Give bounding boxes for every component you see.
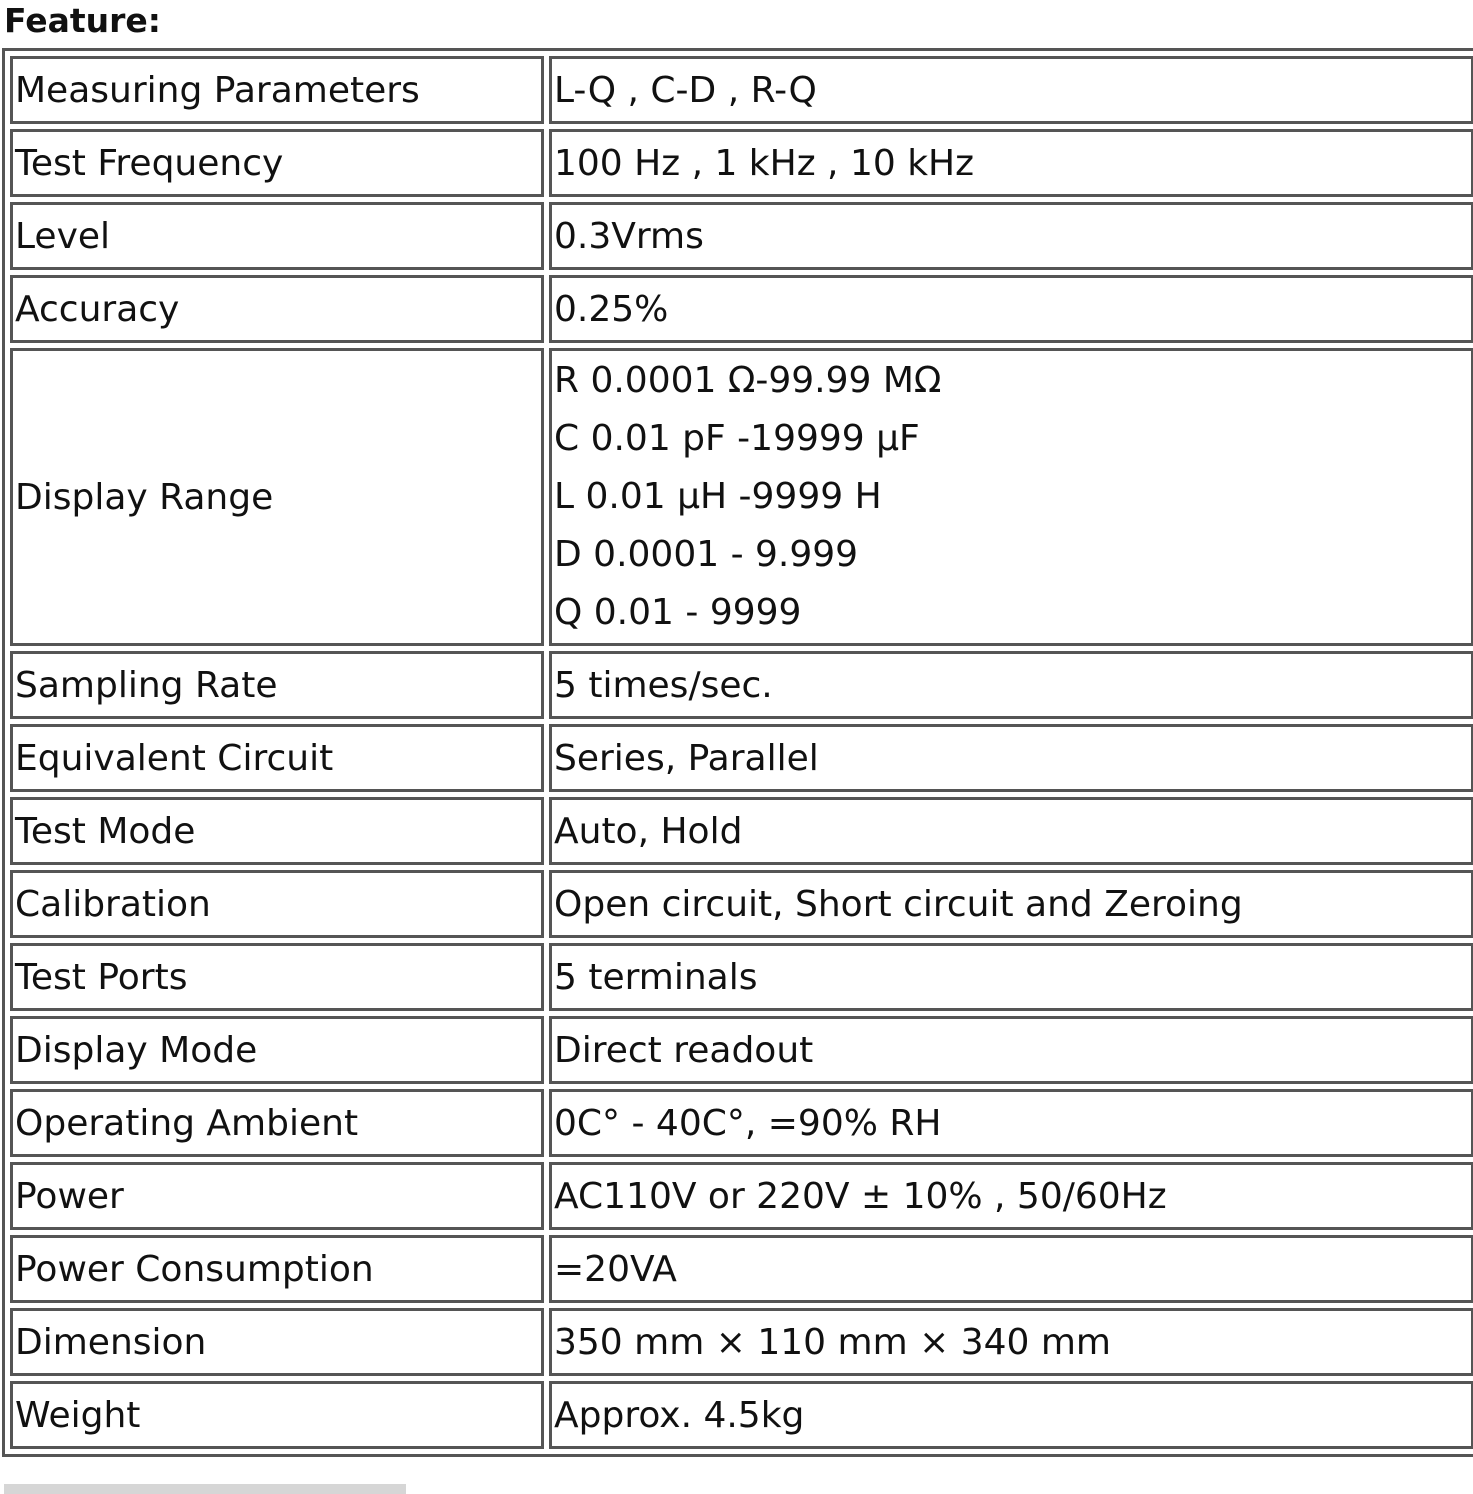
feature-table xyxy=(2,48,1473,1457)
table-row xyxy=(10,1381,1473,1449)
row-label: Sampling Rate xyxy=(10,651,544,719)
table-row xyxy=(10,1016,1473,1084)
row-value: Open circuit, Short circuit and Zeroing xyxy=(549,870,1473,938)
row-value: Auto, Hold xyxy=(549,797,1473,865)
table-row xyxy=(10,129,1473,197)
table-row xyxy=(10,275,1473,343)
table-row xyxy=(10,651,1473,719)
row-value: 0C° - 40C°, =90% RH xyxy=(549,1089,1473,1157)
table-row xyxy=(10,1235,1473,1303)
table-row xyxy=(10,943,1473,1011)
display-range-line: C 0.01 pF -19999 μF xyxy=(554,418,920,459)
row-label: Measuring Parameters xyxy=(10,56,544,124)
section-heading: Feature: xyxy=(4,1,161,40)
row-label: Power Consumption xyxy=(10,1235,544,1303)
row-label: Test Ports xyxy=(10,943,544,1011)
table-row xyxy=(10,1308,1473,1376)
display-range-line: L 0.01 μH -9999 H xyxy=(554,476,882,517)
row-value: 100 Hz , 1 kHz , 10 kHz xyxy=(549,129,1473,197)
row-label: Equivalent Circuit xyxy=(10,724,544,792)
row-value: Approx. 4.5kg xyxy=(549,1381,1473,1449)
row-label: Accuracy xyxy=(10,275,544,343)
row-value: 0.3Vrms xyxy=(549,202,1473,270)
row-label: Level xyxy=(10,202,544,270)
table-row xyxy=(10,1162,1473,1230)
table-row xyxy=(10,56,1473,124)
table-row xyxy=(10,870,1473,938)
row-label: Display Mode xyxy=(10,1016,544,1084)
row-label: Dimension xyxy=(10,1308,544,1376)
table-row xyxy=(10,724,1473,792)
row-label: Display Range xyxy=(10,348,544,646)
row-label: Test Frequency xyxy=(10,129,544,197)
row-value: Direct readout xyxy=(549,1016,1473,1084)
display-range-line: Q 0.01 - 9999 xyxy=(554,592,802,633)
row-value: 5 terminals xyxy=(549,943,1473,1011)
row-label: Test Mode xyxy=(10,797,544,865)
display-range-line: R 0.0001 Ω-99.99 MΩ xyxy=(554,360,942,401)
table-row xyxy=(10,202,1473,270)
row-value-list xyxy=(549,348,1473,646)
row-value: 5 times/sec. xyxy=(549,651,1473,719)
display-range-line: D 0.0001 - 9.999 xyxy=(554,534,859,575)
row-label: Power xyxy=(10,1162,544,1230)
row-label: Calibration xyxy=(10,870,544,938)
horizontal-scrollbar[interactable] xyxy=(4,1484,406,1494)
row-label: Weight xyxy=(10,1381,544,1449)
row-value: AC110V or 220V ± 10% , 50/60Hz xyxy=(549,1162,1473,1230)
row-value: L-Q , C-D , R-Q xyxy=(549,56,1473,124)
row-value: =20VA xyxy=(549,1235,1473,1303)
table-row xyxy=(10,1089,1473,1157)
row-value: 0.25% xyxy=(549,275,1473,343)
row-label: Operating Ambient xyxy=(10,1089,544,1157)
table-row xyxy=(10,797,1473,865)
table-row xyxy=(10,348,1473,646)
row-value: Series, Parallel xyxy=(549,724,1473,792)
row-value: 350 mm × 110 mm × 340 mm xyxy=(549,1308,1473,1376)
